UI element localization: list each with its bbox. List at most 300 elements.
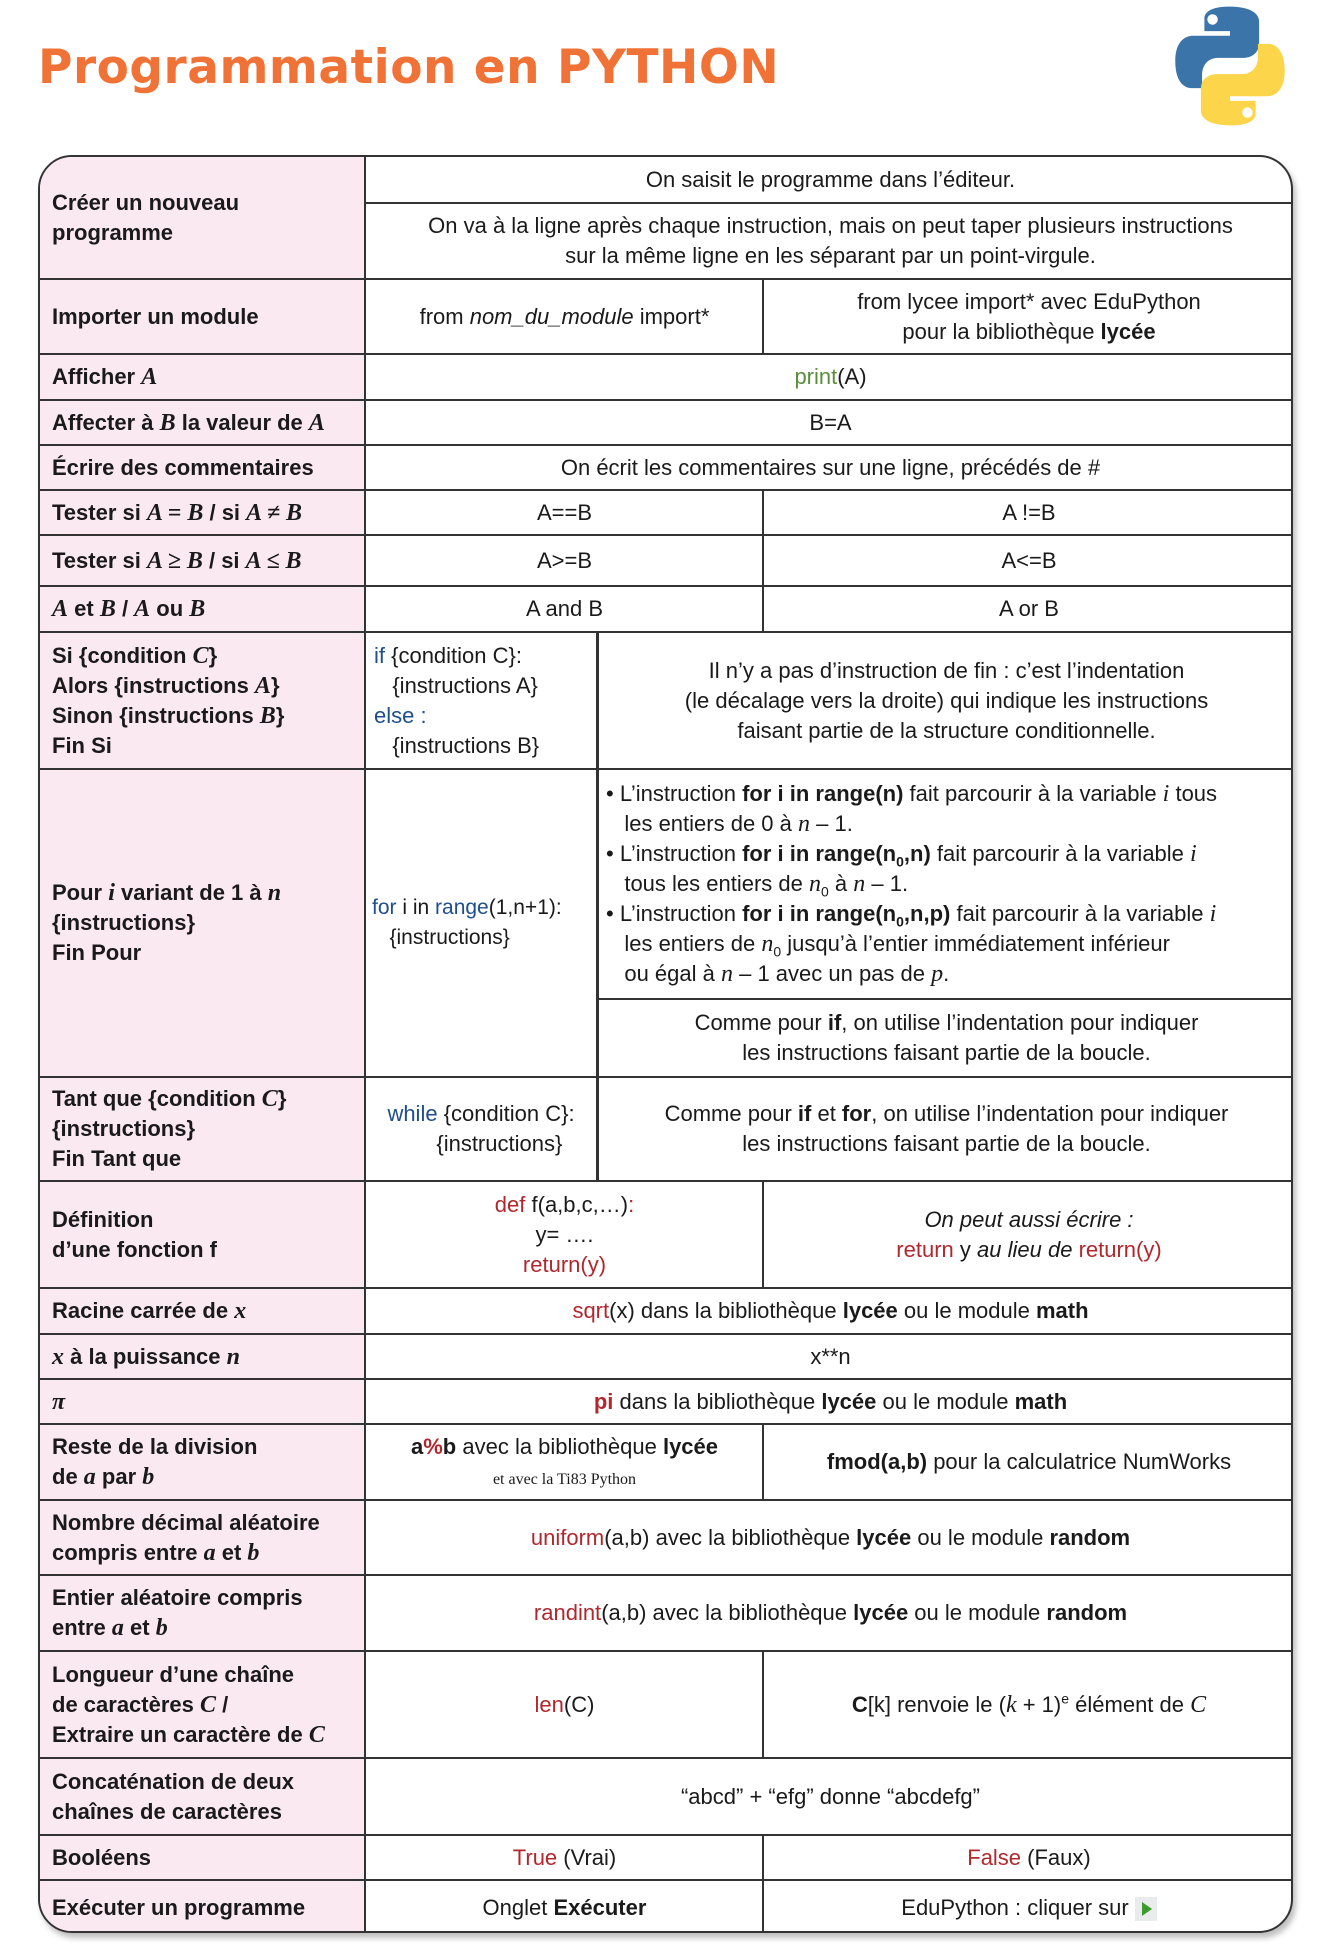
text-segment: On écrit les commentaires sur une ligne, précédés de # (560, 454, 1101, 480)
row-divider (40, 1499, 1291, 1501)
text-segment: tous (1169, 781, 1218, 806)
row-label (40, 354, 366, 400)
text-segment: ou (150, 596, 190, 621)
text-segment: b (142, 1464, 155, 1490)
text-segment: Comme pour (694, 1010, 828, 1035)
text-segment: [k] renvoie le ( (867, 1691, 1006, 1717)
row-label (40, 1651, 366, 1758)
text-line (52, 1462, 154, 1492)
text-segment: (a,b) avec la bibliothèque (604, 1524, 857, 1550)
text-segment: } (270, 672, 280, 698)
text-line (896, 1235, 1161, 1265)
text-segment: / (216, 1691, 229, 1717)
column-divider (762, 490, 764, 535)
text-segment: / si (202, 547, 246, 573)
text-line (572, 1296, 1088, 1326)
text-segment: n (853, 871, 866, 897)
text-segment: B (159, 409, 176, 436)
text-segment: A and B (525, 596, 604, 621)
text-segment: Racine carrée de (52, 1298, 235, 1323)
text-segment: fait parcourir à la variable (903, 781, 1163, 806)
text-segment: A (254, 672, 271, 699)
text-segment: p (931, 961, 944, 987)
row-divider (40, 1650, 1291, 1652)
text-segment: “abcd” + “efg” donne “abcdefg” (680, 1783, 980, 1809)
row-divider (40, 1076, 1291, 1078)
row-divider (40, 353, 1291, 355)
text-line (52, 1114, 195, 1144)
text-segment: variant de 1 à (114, 880, 268, 905)
text-segment: Afficher (52, 364, 142, 389)
row-label (40, 157, 366, 279)
row-label (40, 1334, 366, 1379)
text-segment: A ≤ B (245, 547, 302, 574)
text-line (428, 211, 1233, 241)
text-segment: – 1. (810, 811, 853, 836)
text-segment: – 1. (865, 871, 909, 896)
text-segment: les entiers de 0 à (606, 811, 798, 836)
text-segment: k (1005, 1691, 1017, 1718)
row-label (40, 1835, 366, 1880)
text-line (52, 218, 173, 248)
text-segment: random (1046, 1600, 1128, 1625)
column-divider (762, 535, 764, 586)
text-segment: Affecter à (52, 409, 160, 435)
text-segment: Reste de la division (52, 1434, 258, 1459)
text-segment: et (123, 1615, 156, 1640)
text-segment: C (308, 1721, 325, 1748)
text-segment: – 1 avec un pas de (732, 961, 932, 986)
code-keyword: (y) (1136, 1236, 1162, 1262)
text-segment: Créer un nouveau (52, 190, 240, 215)
text-segment: programme (52, 220, 174, 245)
text-line (52, 1893, 305, 1923)
text-segment: A==B (536, 499, 593, 525)
text-segment: } (275, 702, 285, 728)
text-segment: On va à la ligne après chaque instruction, mais on peut taper plusieurs instructions (428, 213, 1233, 238)
text-line (52, 302, 259, 332)
text-segment: A>=B (536, 547, 593, 573)
text-segment: {instructions A} (374, 672, 538, 698)
text-segment: , on utilise l’indentation pour indiquer (871, 1101, 1229, 1126)
text-segment: à (828, 871, 854, 896)
text-segment: {condition C}: (385, 642, 522, 668)
text-line (387, 1099, 574, 1129)
text-segment: lycée (856, 1524, 912, 1550)
value-cell (763, 535, 1293, 586)
text-segment: Fin Pour (52, 940, 142, 965)
text-segment: chaînes de caractères (52, 1798, 282, 1824)
value-cell (366, 157, 1293, 203)
text-segment: {instructions} (52, 910, 196, 935)
text-segment: pour la bibliothèque (902, 318, 1101, 344)
text-segment: A !=B (1002, 499, 1056, 525)
row-divider (40, 1757, 1291, 1759)
text-line (374, 731, 539, 761)
column-divider (762, 1424, 764, 1500)
code-keyword: for (372, 896, 397, 919)
text-segment: Fin Tant que (52, 1146, 182, 1171)
code-keyword: uniform (530, 1524, 605, 1550)
text-line (526, 594, 603, 624)
row-label (40, 1500, 366, 1575)
row-divider (40, 1287, 1291, 1289)
column-divider (762, 1880, 764, 1933)
row-label (40, 1181, 366, 1288)
text-segment: , on utilise l’indentation pour indiquer (841, 1010, 1199, 1035)
text-line (52, 453, 314, 483)
text-segment: {condition C}: (437, 1101, 575, 1126)
text-segment: import* (633, 303, 710, 329)
row-divider (40, 1879, 1291, 1881)
text-segment: n (720, 961, 733, 987)
value-cell (366, 1424, 763, 1500)
text-line (52, 1538, 259, 1568)
text-line (606, 779, 1217, 809)
column-divider (762, 1835, 764, 1880)
text-segment: compris entre (52, 1539, 204, 1565)
python-reference-table (38, 155, 1293, 1933)
value-cell (763, 1835, 1293, 1880)
text-segment: élément de (1069, 1691, 1191, 1717)
text-segment: 0 (896, 853, 904, 870)
text-segment: n (267, 880, 282, 906)
text-line (999, 594, 1059, 624)
text-segment: f(a,b,c,…) (525, 1191, 629, 1217)
text-segment: Si {condition (52, 642, 193, 668)
text-line (52, 362, 157, 392)
text-line (52, 1205, 153, 1235)
text-segment: sur la même ligne en les séparant par un point-virgule. (565, 243, 1096, 268)
text-segment: • L’instruction (606, 841, 743, 866)
text-segment: + 1) (1016, 1691, 1062, 1717)
text-segment: if (797, 1101, 812, 1126)
page-title: Programmation en PYTHON (38, 40, 780, 95)
text-line (665, 1099, 1229, 1129)
text-line (411, 1432, 718, 1462)
text-segment: d’une fonction f (52, 1236, 217, 1262)
text-segment: C (851, 1691, 868, 1717)
text-line (606, 809, 853, 839)
text-segment: Pour (52, 880, 109, 905)
text-segment: (C) (563, 1691, 595, 1717)
text-segment: 0 (773, 943, 782, 960)
value-cell (366, 586, 763, 632)
text-segment: (a,b) avec la bibliothèque (601, 1600, 854, 1625)
text-segment: Booléens (52, 1844, 152, 1870)
text-line (374, 641, 522, 671)
text-line (594, 1387, 1067, 1417)
text-segment: par (95, 1464, 143, 1489)
text-segment: Comme pour (664, 1101, 798, 1126)
code-keyword: pi (593, 1388, 614, 1414)
text-segment: On peut aussi écrire : (924, 1206, 1134, 1232)
text-segment: x**n (810, 1343, 851, 1369)
text-segment: au lieu de (977, 1236, 1073, 1262)
text-segment: et (811, 1101, 842, 1126)
text-segment: / (115, 596, 135, 621)
text-segment: b (247, 1539, 260, 1566)
text-segment: Exécuter (553, 1894, 647, 1920)
text-segment: B (189, 596, 206, 622)
text-segment: fmod(a,b) (826, 1449, 928, 1474)
code-keyword: def (494, 1191, 526, 1217)
text-segment: A<=B (1001, 547, 1057, 573)
text-segment: Nombre décimal aléatoire (52, 1509, 320, 1535)
column-divider (597, 1077, 599, 1181)
text-segment: a (111, 1615, 124, 1641)
text-segment: C (261, 1086, 278, 1112)
text-line (52, 1235, 217, 1265)
text-segment: lycée (821, 1388, 877, 1414)
row-divider (40, 631, 1291, 633)
text-line (52, 408, 325, 438)
text-line (372, 893, 562, 923)
text-segment: A (141, 364, 158, 390)
text-segment: Tester si (52, 547, 147, 573)
text-line (737, 716, 1155, 746)
column-divider (597, 632, 599, 769)
text-line (809, 408, 851, 438)
text-segment: i in (396, 896, 436, 919)
text-segment: B=A (809, 409, 852, 435)
column-divider (597, 999, 599, 1077)
text-segment: de (52, 1464, 84, 1489)
text-line (483, 1893, 647, 1923)
text-segment: ou le module (897, 1298, 1036, 1323)
value-cell (366, 354, 1293, 400)
text-segment: à la puissance (64, 1343, 227, 1369)
text-line (52, 908, 195, 938)
value-cell (598, 769, 1293, 999)
row-label (40, 1880, 366, 1933)
code-keyword: return (1078, 1236, 1137, 1262)
text-segment: (x) dans la bibliothèque (609, 1298, 843, 1323)
text-segment: ,n) (903, 841, 931, 866)
code-keyword: (y) (580, 1251, 607, 1277)
row-label (40, 535, 366, 586)
code-keyword: % (423, 1434, 443, 1459)
text-segment: ou égal à (606, 961, 721, 986)
row-divider (40, 1834, 1291, 1836)
text-segment: fait parcourir à la variable (950, 901, 1210, 926)
text-line (681, 1782, 980, 1812)
value-cell (366, 1181, 763, 1288)
text-line (531, 1523, 1130, 1553)
text-segment: faisant partie de la structure conditionnelle. (737, 717, 1156, 743)
column-divider (762, 1651, 764, 1758)
text-segment: nom_du_module (469, 303, 634, 329)
text-segment: i (1162, 781, 1170, 807)
row-divider (40, 444, 1291, 446)
text-segment: } (208, 642, 218, 668)
text-segment: pour la calculatrice NumWorks (927, 1449, 1232, 1474)
value-cell (598, 632, 1293, 769)
text-segment: Concaténation de deux (52, 1768, 295, 1794)
text-line (52, 594, 205, 624)
code-keyword: randint (533, 1600, 602, 1625)
text-segment: On saisit le programme dans l’éditeur. (645, 167, 1016, 192)
text-segment: Tester si (52, 499, 147, 525)
text-line (561, 453, 1100, 483)
row-label (40, 1575, 366, 1651)
value-cell (763, 1424, 1293, 1500)
text-line (52, 1690, 228, 1720)
text-segment: a (410, 1434, 424, 1459)
text-segment: ou le module (876, 1388, 1015, 1414)
text-line (537, 546, 592, 576)
text-line (52, 938, 141, 968)
text-segment: π (52, 1388, 66, 1415)
text-line (709, 656, 1185, 686)
row-divider (40, 1574, 1291, 1576)
text-segment: B (259, 702, 276, 729)
text-segment: Il n’y a pas d’instruction de fin : c’est l’indentation (708, 657, 1185, 683)
code-keyword: return (896, 1236, 954, 1262)
column-divider (762, 279, 764, 354)
text-segment: x (234, 1298, 247, 1324)
text-segment: 0 (896, 913, 904, 930)
text-line (52, 1144, 181, 1174)
text-line (372, 923, 510, 953)
value-cell (763, 1181, 1293, 1288)
text-segment: la valeur de (175, 409, 309, 435)
column-divider (762, 1181, 764, 1288)
value-cell (366, 1880, 763, 1933)
text-line (852, 1690, 1206, 1720)
text-segment: b (442, 1434, 457, 1459)
text-segment: EduPython : cliquer sur (901, 1894, 1129, 1920)
text-segment: n (798, 811, 810, 837)
text-segment: i (1190, 841, 1197, 867)
text-segment: jusqu’à l’entier immédiatement inférieur (781, 931, 1170, 956)
text-segment: ou le module (911, 1524, 1050, 1550)
value-cell (366, 445, 1293, 490)
text-segment: • L’instruction (606, 781, 743, 806)
code-example-cell (366, 1077, 598, 1181)
value-cell (763, 1651, 1293, 1758)
text-segment: math (1035, 1298, 1089, 1323)
value-cell (366, 1575, 1293, 1651)
column-divider (762, 586, 764, 632)
text-segment: } (277, 1086, 287, 1111)
text-segment: n (226, 1343, 240, 1370)
text-segment: {instructions} (399, 1131, 563, 1156)
text-segment: A ≠ B (246, 499, 303, 526)
text-segment: i (1209, 901, 1217, 927)
text-line (565, 241, 1096, 271)
text-segment: if (827, 1010, 842, 1035)
text-segment: ou le module (908, 1600, 1047, 1625)
text-line (901, 1893, 1156, 1923)
text-segment: (Vrai) (557, 1844, 617, 1870)
code-example-cell (366, 632, 598, 769)
python-logo-icon (1166, 2, 1294, 130)
text-segment: for i in range(n) (742, 781, 904, 806)
text-line (52, 1084, 286, 1114)
text-segment: fait parcourir à la variable (930, 841, 1191, 866)
text-line (742, 1129, 1150, 1159)
run-button-icon (1135, 1897, 1157, 1921)
text-line (794, 362, 866, 392)
row-label (40, 445, 366, 490)
text-segment: y (953, 1236, 978, 1262)
text-segment: lycée (853, 1600, 909, 1625)
row-divider (40, 1333, 1291, 1335)
text-line (513, 1843, 617, 1873)
text-line (1002, 498, 1055, 528)
value-cell (763, 1880, 1293, 1933)
row-label (40, 1758, 366, 1835)
text-line (52, 1720, 325, 1750)
text-segment: Importer un module (52, 303, 259, 329)
text-line (523, 1250, 606, 1280)
row-label (40, 400, 366, 445)
text-segment: A ≥ B (146, 547, 203, 574)
value-cell (366, 203, 1293, 279)
text-segment: A or B (999, 596, 1059, 621)
text-line (52, 1767, 294, 1797)
text-segment: et (215, 1539, 248, 1565)
row-divider (40, 1423, 1291, 1425)
row-label (40, 279, 366, 354)
text-line (606, 869, 908, 899)
value-cell (763, 586, 1293, 632)
text-line (52, 1296, 246, 1326)
text-segment: {instructions B} (374, 732, 540, 758)
text-line (827, 1447, 1231, 1477)
text-segment: de caractères (52, 1691, 200, 1717)
text-segment: Exécuter un programme (52, 1894, 306, 1920)
value-cell (366, 279, 763, 354)
text-line (52, 1583, 303, 1613)
text-segment: e (1061, 1690, 1070, 1707)
text-segment: from (419, 303, 470, 329)
code-keyword: True (512, 1844, 558, 1870)
text-line (52, 731, 112, 761)
text-segment: lycée (842, 1298, 898, 1323)
text-segment: Entier aléatoire compris (52, 1585, 303, 1610)
text-segment: et (68, 596, 100, 621)
text-segment: b (155, 1615, 168, 1641)
text-line (52, 641, 217, 671)
code-keyword: if (374, 642, 385, 668)
text-segment: B (99, 596, 116, 622)
text-line (537, 498, 592, 528)
text-segment: / si (203, 499, 247, 525)
text-segment: (A) (837, 364, 867, 389)
text-segment: • L’instruction (606, 901, 743, 926)
code-example-cell (366, 769, 598, 1077)
text-line (606, 929, 1170, 959)
text-line (810, 1342, 850, 1372)
text-line (52, 1797, 282, 1827)
text-line (52, 878, 281, 908)
row-divider (40, 1378, 1291, 1380)
text-segment: A (308, 409, 325, 436)
text-line (924, 1205, 1133, 1235)
text-line (534, 1598, 1127, 1628)
text-segment: ,n,p) (903, 901, 951, 926)
text-line (495, 1190, 634, 1220)
text-segment: Écrire des commentaires (52, 454, 314, 480)
text-line (52, 546, 302, 576)
value-cell (366, 1835, 763, 1880)
text-line (646, 165, 1015, 195)
text-segment: x (52, 1343, 64, 1370)
text-line (967, 1843, 1090, 1873)
text-segment: a (203, 1539, 216, 1566)
